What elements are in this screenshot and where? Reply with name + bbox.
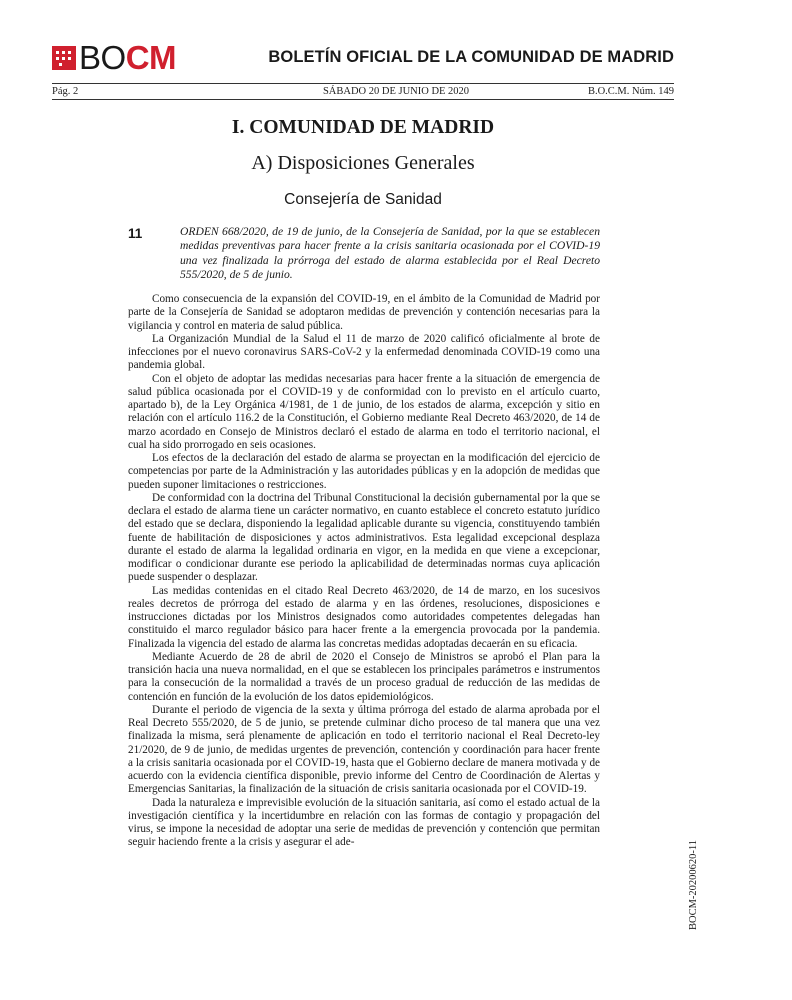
- madrid-flag-icon: [52, 46, 76, 70]
- header-rule-top: [52, 83, 674, 84]
- paragraph: Con el objeto de adoptar las medidas necesarias para hacer frente a la situación de emergencia de salud pública ocasionada por el COVID-19 y de conformidad con lo previsto en el artículo cuarto, apartado b), de la Ley Orgánica 4/1981, de 1 de junio, de los estados de alarma, excepción y sitio en relación con el artículo 116.2 de la Constitución, el Gobierno mediante Real Decreto 463/2020, de 14 de marzo acordado en Consejo de Ministros declaró el estado de alarma en todo el territorio nacional, el cual ha sido prorrogado en seis ocasiones.: [128, 372, 600, 451]
- paragraph: Durante el periodo de vigencia de la sexta y última prórroga del estado de alarma aprobada por el Real Decreto 555/2020, de 5 de junio, se pretende culminar dicho proceso de tal manera que una vez finalizada la misma, será plenamente de aplicación en todo el territorio nacional el Real Decreto-ley 21/2020, de 9 de junio, de medidas urgentes de prevención, contención y coordinación para hacer frente a la crisis sanitaria ocasionada por el COVID-19, hasta que el Gobierno declare de manera motivada y de acuerdo con la evidencia científica disponible, previo informe del Centro de Coordinación de Alertas y Emergencias Sanitarias, la finalización de la situación de crisis sanitaria ocasionada por el COVID-19.: [128, 703, 600, 796]
- paragraph: Las medidas contenidas en el citado Real Decreto 463/2020, de 14 de marzo, en los sucesivos reales decretos de prórroga del estado de alarma y en las órdenes, resoluciones, disposiciones e instrucciones dictadas por los Ministros designados como autoridades competentes delegadas han constituido el marco regulador básico para hacer frente a la emergencia provocada por la pandemia. Finalizada la vigencia del estado de alarma las concretas medidas adoptadas decaerán en su eficacia.: [128, 584, 600, 650]
- issue-date: SÁBADO 20 DE JUNIO DE 2020: [322, 86, 470, 97]
- paragraph: Mediante Acuerdo de 28 de abril de 2020 el Consejo de Ministros se aprobó el Plan para la transición hacia una nueva normalidad, en el que se establecen los principales parámetros e instrumentos para la consecución de la normalidad a través de un proceso gradual de reducción de las medidas de contención en función de la evolución de los datos epidemiológicos.: [128, 650, 600, 703]
- order-title: ORDEN 668/2020, de 19 de junio, de la Consejería de Sanidad, por la que se establecen medidas preventivas para hacer frente a la crisis sanitaria ocasionada por el COVID-19 una vez finalizada la prórroga del estado de alarma establecida por el Real Decreto 555/2020, de 5 de junio.: [180, 225, 600, 282]
- document-code: BOCM-20200620-11: [688, 839, 699, 930]
- order-number: 11: [128, 226, 143, 241]
- paragraph: Los efectos de la declaración del estado de alarma se proyectan en la modificación del ejercicio de competencias por parte de la Administración y las autoridades públicas y en la adopción de medidas que pueden suponer limitaciones o restricciones.: [128, 452, 600, 491]
- logo-bo: BO: [79, 39, 126, 76]
- header-rule-bottom: [52, 99, 674, 100]
- body-text: [128, 293, 600, 850]
- logo-cm: CM: [125, 39, 177, 76]
- paragraph: Dada la naturaleza e imprevisible evolución de la situación sanitaria, así como el estado actual de la investigación científica y la incertidumbre en relación con las formas de contagio y propagación del virus, se impone la necesidad de adoptar una serie de medidas de prevención y contención que permitan seguir haciendo frente a la crisis y asegurar el ade-: [128, 796, 600, 849]
- bocm-logo: [52, 39, 177, 76]
- paragraph: De conformidad con la doctrina del Tribunal Constitucional la decisión gubernamental por la que se declara el estado de alarma tiene un carácter normativo, en cuanto establece el concreto estatuto jurídico del estado que se declara, disponiendo la legalidad aplicable durante su vigencia, constituyendo también fuente de habilitación de disposiciones y actos administrativos. Esta legalidad excepcional desplaza durante el estado de alarma la legalidad ordinaria en vigor, en la medida en que viene a excepcionar, modificar o condicionar durante ese periodo la aplicabilidad de determinadas normas cuya aplicación puede suspender o desplazar.: [128, 491, 600, 584]
- department-heading: Consejería de Sanidad: [284, 191, 442, 208]
- paragraph: La Organización Mundial de la Salud el 11 de marzo de 2020 calificó oficialmente al brote de infecciones por el nuevo coronavirus SARS-CoV-2 y la enfermedad denominada COVID-19 como una pandemia global.: [128, 332, 600, 372]
- section-subtitle: A) Disposiciones Generales: [251, 152, 475, 174]
- paragraph: Como consecuencia de la expansión del COVID-19, en el ámbito de la Comunidad de Madrid por parte de la Consejería de Sanidad se adoptaron medidas de prevención y contención necesarias para la vigilancia y control en materia de salud pública.: [128, 293, 600, 332]
- page-number: Pág. 2: [52, 86, 79, 97]
- issue-number: B.O.C.M. Núm. 149: [587, 86, 674, 97]
- logo-wordmark: [79, 39, 177, 76]
- bulletin-title: BOLETÍN OFICIAL DE LA COMUNIDAD DE MADRID: [268, 48, 674, 66]
- section-title: I. COMUNIDAD DE MADRID: [231, 117, 495, 138]
